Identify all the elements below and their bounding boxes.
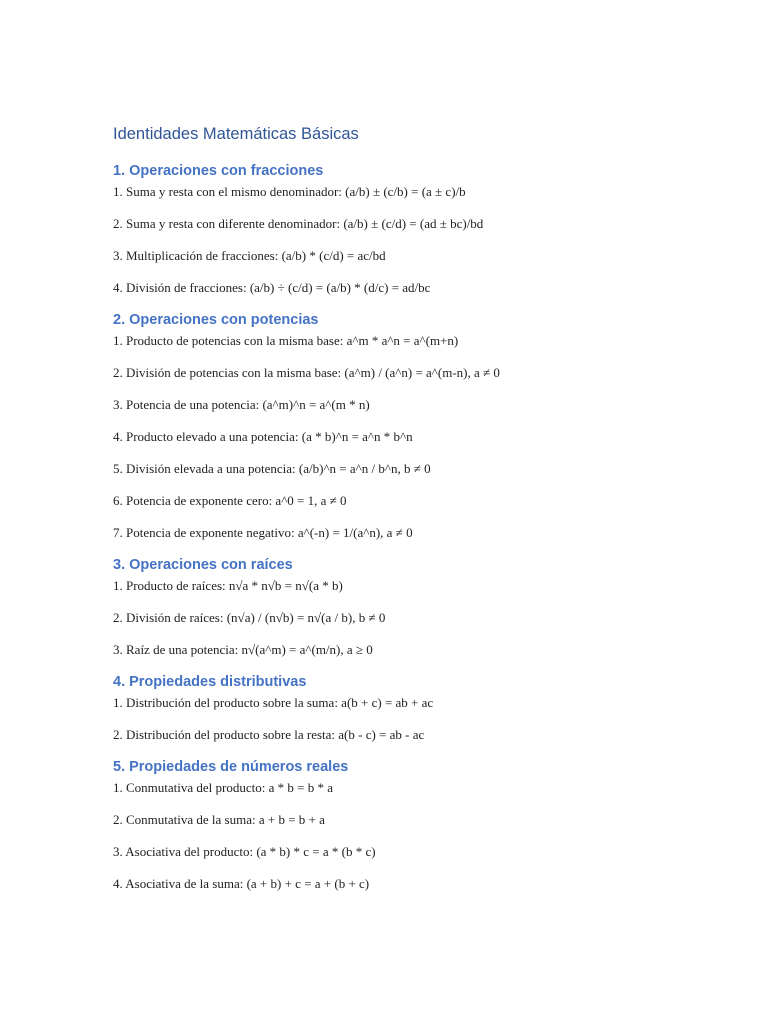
section-raices xyxy=(113,555,713,660)
identity-item: 1. Suma y resta con el mismo denominador: (a/b) ± (c/b) = (a ± c)/b xyxy=(113,184,466,199)
section-heading: 4. Propiedades distributivas xyxy=(113,674,307,690)
identity-item: 7. Potencia de exponente negativo: a^(-n) = 1/(a^n), a ≠ 0 xyxy=(113,525,413,540)
identity-item: 3. Potencia de una potencia: (a^m)^n = a^(m * n) xyxy=(113,397,370,412)
section-potencias xyxy=(113,310,713,543)
identity-item: 4. División de fracciones: (a/b) ÷ (c/d) = (a/b) * (d/c) = ad/bc xyxy=(113,280,431,295)
section-distributivas xyxy=(113,672,713,745)
document-content xyxy=(113,122,713,906)
identity-item: 2. División de potencias con la misma base: (a^m) / (a^n) = a^(m-n), a ≠ 0 xyxy=(113,365,500,380)
identity-item: 1. Conmutativa del producto: a * b = b * a xyxy=(113,780,333,795)
identity-item: 1. Producto de potencias con la misma base: a^m * a^n = a^(m+n) xyxy=(113,333,459,348)
section-heading: 3. Operaciones con raíces xyxy=(113,557,293,573)
section-numeros-reales xyxy=(113,757,713,894)
identity-item: 3. Asociativa del producto: (a * b) * c = a * (b * c) xyxy=(113,844,376,859)
identity-item: 2. Suma y resta con diferente denominador: (a/b) ± (c/d) = (ad ± bc)/bd xyxy=(113,216,484,231)
section-heading: 1. Operaciones con fracciones xyxy=(113,163,324,179)
identity-item: 3. Multiplicación de fracciones: (a/b) * (c/d) = ac/bd xyxy=(113,248,386,263)
identity-item: 2. Distribución del producto sobre la resta: a(b - c) = ab - ac xyxy=(113,727,425,742)
identity-item: 5. División elevada a una potencia: (a/b)^n = a^n / b^n, b ≠ 0 xyxy=(113,461,431,476)
identity-item: 1. Distribución del producto sobre la suma: a(b + c) = ab + ac xyxy=(113,695,434,710)
identity-item: 6. Potencia de exponente cero: a^0 = 1, a ≠ 0 xyxy=(113,493,347,508)
section-heading: 2. Operaciones con potencias xyxy=(113,312,319,328)
document-title: Identidades Matemáticas Básicas xyxy=(113,125,359,143)
identity-item: 4. Asociativa de la suma: (a + b) + c = a + (b + c) xyxy=(113,876,370,891)
section-heading: 5. Propiedades de números reales xyxy=(113,759,349,775)
section-fracciones xyxy=(113,161,713,298)
identity-item: 2. Conmutativa de la suma: a + b = b + a xyxy=(113,812,325,827)
identity-item: 1. Producto de raíces: n√a * n√b = n√(a * b) xyxy=(113,578,343,593)
identity-item: 2. División de raíces: (n√a) / (n√b) = n√(a / b), b ≠ 0 xyxy=(113,610,386,625)
identity-item: 4. Producto elevado a una potencia: (a * b)^n = a^n * b^n xyxy=(113,429,413,444)
identity-item: 3. Raíz de una potencia: n√(a^m) = a^(m/n), a ≥ 0 xyxy=(113,642,373,657)
